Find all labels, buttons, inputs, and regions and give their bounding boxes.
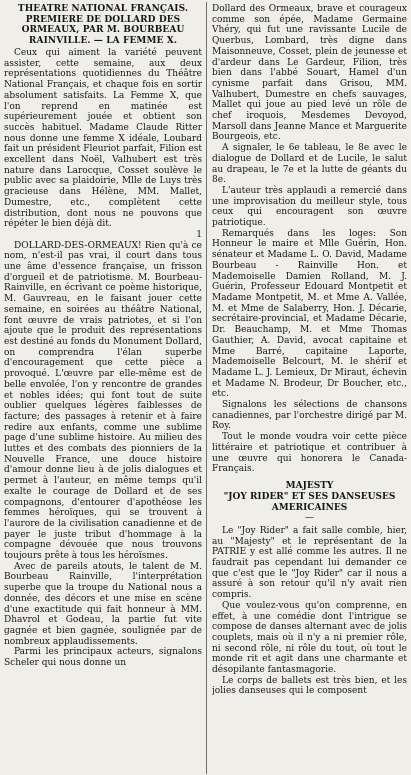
article-paragraph: L'auteur très applaudi a remercié dans une improvisation du meilleur style, tous ceux qui encouragent son œuvre patriotique. [212,185,407,229]
heading-line: MAJESTY [285,480,334,491]
article-paragraph: Le "Joy Rider" a fait salle comble, hier, au "Majesty" et le représentant de la PATRIE y est allé comme les autres. Il ne faudrait pas cependant lui demander ce que c'est que le "Joy Rider" car il nous a assuré à son retour qu'il n'y avait rien compris. [212,525,407,601]
article-paragraph: Signalons les sélections de chansons canadiennes, par l'orchestre dirigé par M. Roy. [212,400,407,432]
right-column [212,4,407,774]
article-paragraph: Le corps de ballets est très bien, et les jolies danseuses qui le composent [212,675,407,697]
heading-line: "JOY RIDER" ET SES DANSEUSES AMERICAINES [223,491,396,513]
article-paragraph: DOLLARD-DES-ORMEAUX! Rien qu'à ce nom, n'est-il pas vrai, il court dans tous une âme d'essence française, un frisson d'orgueil et de patriotisme. M. Bourbeau-Rainville, en écrivant ce poème historique, M. Gauvreau, en le faisant jouer cette semaine, en soirées au théâtre National, font œuvre de vrais patriotes, et si l'on ajoute que le produit des représentations est destiné au fonds du Monument Dollard, on comprendra l'élan superbe d'encouragement que cette pièce a provoqué. L'œuvre par elle-même est de belle envolée, l'on y rencontre de grandes et nobles idées; qui font tout de suite oublier quelques légères faiblesses de facture; des passages à retenir et à faire redire aux enfants, comme une sublime page d'une sublime histoire. Au milieu des luttes et des combats des pionniers de la Nouvelle France, une douce histoire d'amour donne lieu à de jolis dialogues et permet à l'auteur, en même temps qu'il exalte le courage de Dollard et de ses compagnons, d'entourer d'apothéose les femmes héroïques, qui se trouvent à l'aurore de la civilisation canadienne et de payer le juste tribut d'hommage à la compagne dévouée que nous trouvons toujours prête à tous les héroïsmes. [4,240,202,562]
heading-line: PREMIERE DE DOLLARD DES [25,14,181,25]
article-heading [4,4,202,46]
heading-line: ORMEAUX, PAR M. BOURBEAU [21,25,185,35]
article-paragraph: Que voulez-vous qu'on comprenne, en effet, à une comédie dont l'intrigue se compose de danses alternant avec de jolis couplets, mais où il n'y a ni premier rôle, ni second rôle, ni rôle du tout, où tout le monde rit et agit dans une charmante et désopilante fantasmagorie. [212,600,407,676]
article-paragraph: Parmi les principaux acteurs, signalons Scheler qui nous donne un [4,647,202,669]
article-paragraph: Tout le monde voudra voir cette pièce littéraire et patriotique et contribuer à une œuvre qui honorera le Canada-Français. [212,432,407,475]
heading-line: THEATRE NATIONAL FRANÇAIS. [17,4,189,14]
article-paragraph: A signaler, le 6e tableau, le 8e avec le dialogue de Dollard et de Lucile, le salut au drapeau, le 7e et la lutte de géants du 8e. [212,143,407,186]
heading-divider: — [305,512,314,523]
article-paragraph: Ceux qui aiment la variété peuvent assister, cette semaine, aux deux représentations quotidiennes du Théâtre National Français, et chaque fois en sortir absolument satisfaits. La Femme X, que l'on reprend en matinée est supérieurement jouée et obtient son succès habituel. Madame Claude Ritter nous donne une femme X idéale, Loubard fait un président Fleuriot parfait, Filion est excellent dans Noël, Valhubert est très nature dans Larocque, Cosset soulève le public avec sa plaidoirie, Mlle de Luys très gracieuse dans Hélène, MM. Mallet, Dumestre, etc., complètent cette distribution, dont nous ne pouvons que répéter le bien déjà dit. [4,48,202,230]
section-heading [212,481,407,514]
article-paragraph: Dollard des Ormeaux, brave et courageux comme son épée, Madame Germaine Vhéry, qui fut une ravissante Lucile de Querbus, Lombard, très digne dans Maisonneuve, Cosset, plein de jeunesse et d'ardeur dans Le Gardeur, Filion, très bien dans l'abbé Souart, Hamel d'un cynisme parfait dans Grisou, MM. Valhubert, Dumestre en chefs sauvages, Mallet qui joue au pied levé un rôle de chef iroquois, Mesdemes Devoyod, Marsoll dans Jeanne Mance et Marguerite Bourgeois, etc. [212,4,407,143]
column-divider [206,2,207,774]
article-paragraph: Avec de pareils atouts, le talent de M. Bourbeau Rainville, l'interprétation superbe que la troupe du National nous a donnée, des décors et une mise en scène d'une exactitude qui fait honneur à MM. Dhavrol et Godeau, la partie fut vite gagnée et bien gagnée, soulignée par de nombreux applaudissements. [4,561,202,647]
article-paragraph: Remarqués dans les loges: Son Honneur le maire et Mlle Guérin, Hon. sénateur et Madame L. O. David, Madame Bourbeau - Rainville Hon. et Mademoiselle Damien Rolland, M. J. Guérin, Professeur Edouard Montpetit et Madame Montpetit, M. et Mme A. Vallée, M. et Mme de Salaberry, Hon. J. Décarie, secrétaire-provincial, et Madame Décarie, Dr. Beauchamp, M. et Mme Thomas Gauthier, A. David, avocat capitaine et Mme Barré, capitaine Laporte, Mademoiselle Belcourt, M. le shérif et Madame L. J. Lemieux, Dr Miraut, échevin et Madame N. Brodeur, Dr Boucher, etc., etc. [212,228,407,400]
page-number: 1 [196,229,202,240]
heading-line: RAINVILLE. — LA FEMME X. [28,35,178,46]
left-column [4,4,202,774]
